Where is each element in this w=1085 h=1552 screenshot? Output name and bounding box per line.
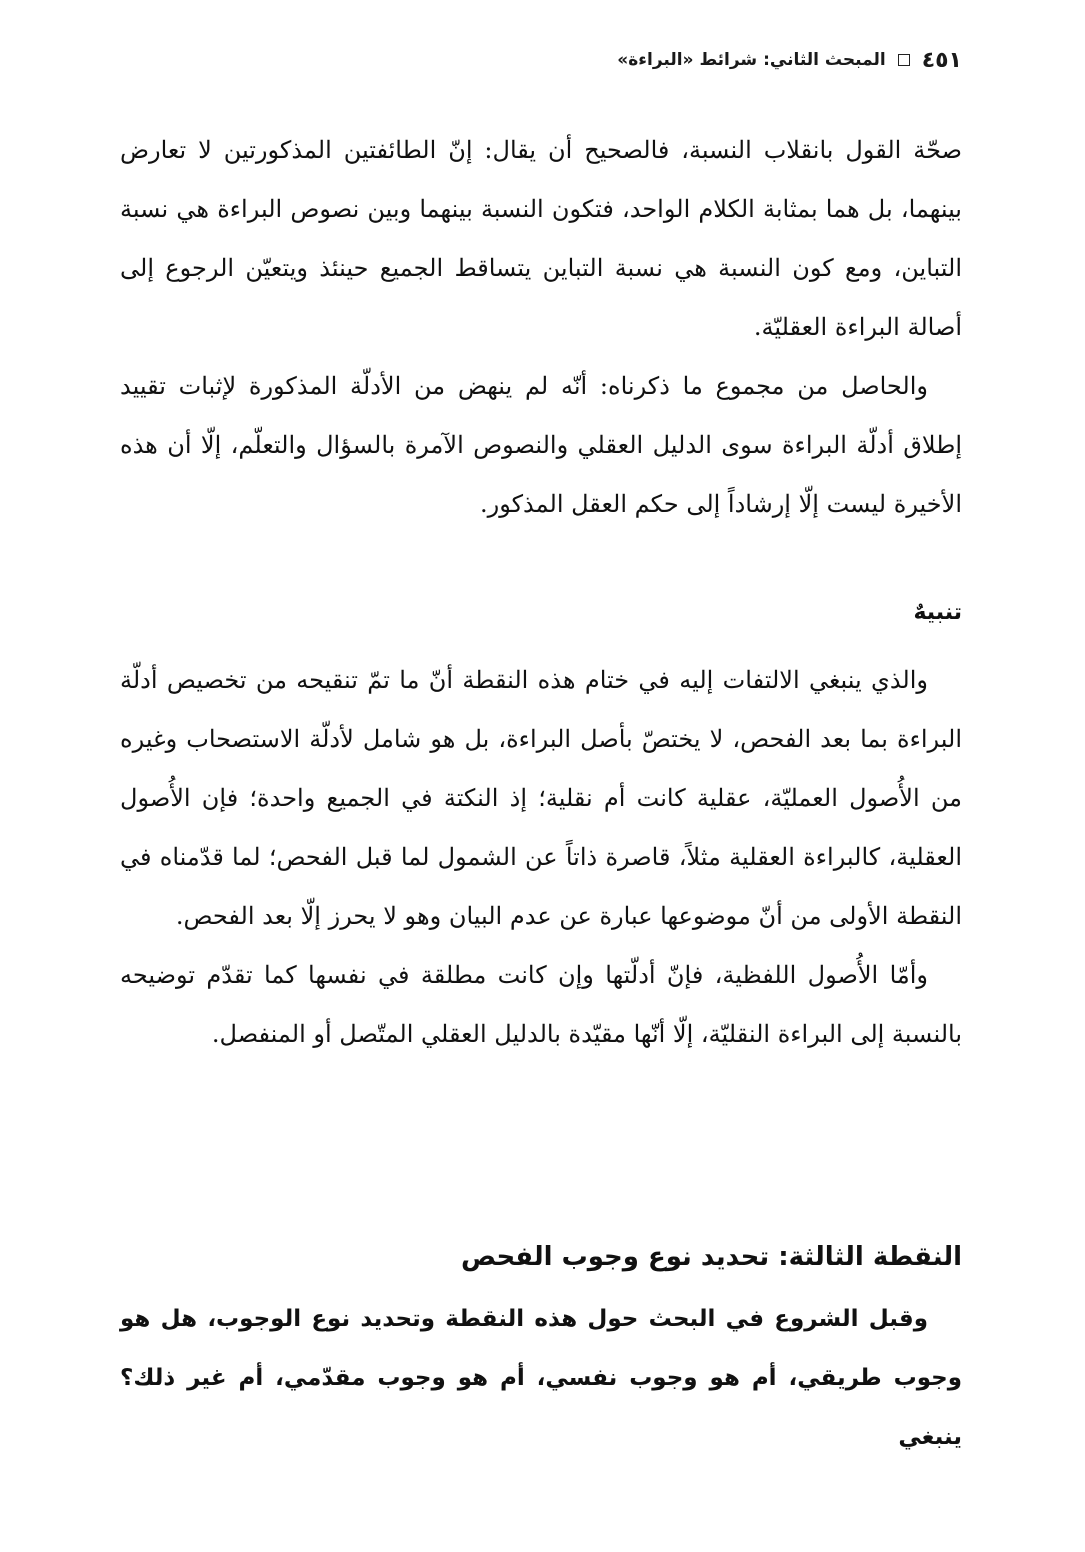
note-paragraph-1: والذي ينبغي الالتفات إليه في ختام هذه النقطة أنّ ما تمّ تنقيحه من تخصيص أدلّة البراءة بما بعد الفحص، لا يختصّ بأصل البراءة، بل هو شامل لأدلّة الاستصحاب وغيره من الأُصول العمليّة، عقلية كانت أم نقلية؛ إذ النكتة في الجميع واحدة؛ فإن الأُصول العقلية، كالبراءة العقلية مثلاً، قاصرة ذاتاً عن الشمول لما قبل الفحص؛ لما قدّمناه في النقطة الأولى من أنّ موضوعها عبارة عن عدم البيان وهو لا يحرز إلّا بعد الفحص.: [120, 666, 962, 930]
running-header: [120, 40, 962, 80]
section-paragraph: وقبل الشروع في البحث حول هذه النقطة وتحديد نوع الوجوب، هل هو وجوب طريقي، أم هو وجوب نفسي، أم هو وجوب مقدّمي، أم غير ذلك؟ ينبغي: [120, 1306, 962, 1450]
separator-square-icon: [898, 54, 910, 66]
paragraph-continuation: صحّة القول بانقلاب النسبة، فالصحيح أن يقال: إنّ الطائفتين المذكورتين لا تعارض بينهما، بل هما بمثابة الكلام الواحد، فتكون النسبة بينهما وبين نصوص البراءة هي نسبة التباين، ومع كون النسبة هي نسبة التباين يتساقط الجميع حينئذ ويتعيّن الرجوع إلى أصالة البراءة العقليّة.: [120, 136, 962, 341]
page-number: ٤٥١: [921, 47, 962, 73]
section-text-block: [120, 1290, 962, 1467]
running-header-title: المبحث الثاني: شرائط «البراءة»: [617, 50, 886, 70]
note-paragraph-2: وأمّا الأُصول اللفظية، فإنّ أدلّتها وإن كانت مطلقة في نفسها كما تقدّم توضيحه بالنسبة إلى البراءة النقليّة، إلّا أنّها مقيّدة بالدليل العقلي المتّصل أو المنفصل.: [120, 961, 962, 1048]
note-text-block: [120, 651, 962, 1064]
intro-text-block: [120, 121, 962, 534]
section-heading-label: النقطة الثالثة:: [778, 1242, 962, 1272]
note-heading: تنبيهٌ: [913, 600, 962, 625]
section-heading: [120, 1242, 962, 1272]
section-heading-title: تحديد نوع وجوب الفحص: [460, 1242, 770, 1272]
paragraph-conclusion: والحاصل من مجموع ما ذكرناه: أنّه لم ينهض من الأدلّة المذكورة لإثبات تقييد إطلاق أدلّة البراءة سوى الدليل العقلي والنصوص الآمرة بالسؤال والتعلّم، إلّا أن هذه الأخيرة ليست إلّا إرشاداً إلى حكم العقل المذكور.: [120, 372, 962, 518]
